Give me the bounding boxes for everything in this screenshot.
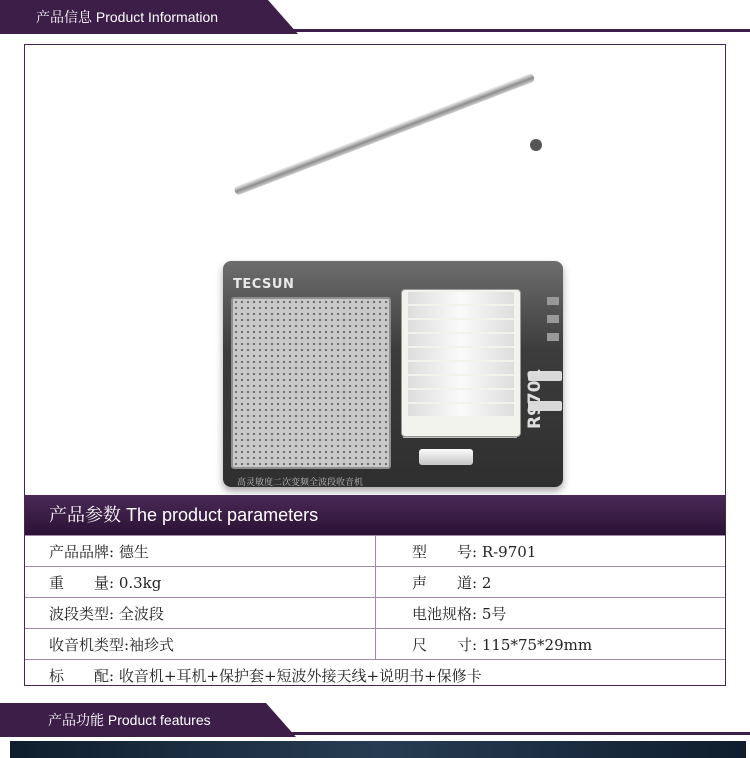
radio-subtitle: 高灵敏度二次变频全波段收音机: [237, 478, 364, 488]
param-channel: 声 道: 2: [376, 567, 726, 598]
param-band-type: 波段类型: 全波段: [25, 598, 376, 629]
product-features-header: [0, 703, 750, 737]
param-model: 型 号: R-9701: [376, 536, 726, 567]
param-size: 尺 寸: 115*75*29mm: [376, 629, 726, 660]
tuning-knob: [419, 449, 473, 465]
table-row: [25, 536, 725, 567]
features-image-strip: [10, 741, 746, 758]
table-row: [25, 660, 725, 691]
speaker-grille: [231, 297, 391, 469]
param-weight: 重 量: 0.3kg: [25, 567, 376, 598]
band-scale: [403, 437, 517, 448]
table-row: [25, 567, 725, 598]
parameters-title: 产品参数 The product parameters: [49, 505, 319, 525]
switch-tune: [547, 297, 559, 305]
switch-fm: [547, 315, 559, 323]
param-brand: 产品品牌: 德生: [25, 536, 376, 567]
radio-brand: TECSUN: [233, 277, 295, 292]
switch-am: [547, 333, 559, 341]
param-accessories: 标 配: 收音机+耳机+保护套+短波外接天线+说明书+保修卡: [25, 660, 725, 691]
header-title: 产品信息 Product Information: [36, 9, 219, 25]
table-row: [25, 629, 725, 660]
header-title: 产品功能 Product features: [48, 712, 211, 728]
parameters-table: [25, 535, 725, 690]
product-photo: [205, 95, 575, 495]
param-battery: 电池规格: 5号: [376, 598, 726, 629]
radio-model: R9701: [525, 368, 545, 429]
antenna-tip: [530, 139, 542, 151]
table-row: [25, 598, 725, 629]
parameters-header: [25, 495, 725, 535]
antenna: [233, 73, 535, 196]
product-information-header: [0, 0, 750, 34]
product-frame: [24, 44, 726, 686]
radio-body: [223, 261, 563, 487]
param-radio-type: 收音机类型:袖珍式: [25, 629, 376, 660]
tuning-panel: [401, 289, 521, 437]
